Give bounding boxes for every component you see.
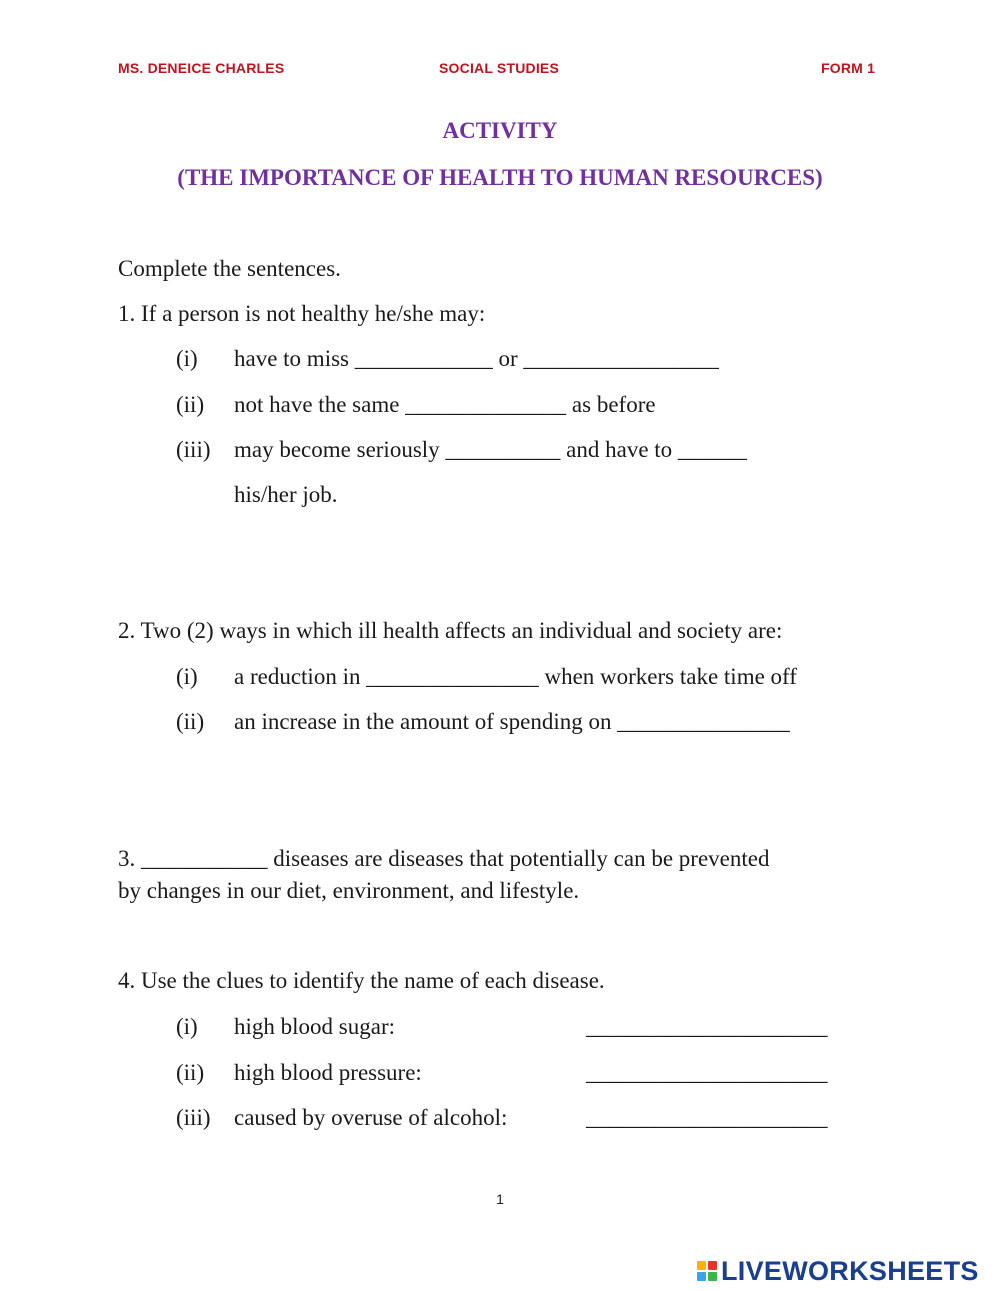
item-text: not have the same ______________ as before — [234, 392, 656, 417]
item-text: have to miss ____________ or _________________ — [234, 346, 719, 371]
logo-squares-icon — [697, 1261, 717, 1281]
logo-square — [708, 1272, 717, 1281]
liveworksheets-logo[interactable] — [697, 1256, 979, 1286]
item-number: (i) — [176, 346, 198, 371]
item-text: caused by overuse of alcohol: — [234, 1105, 508, 1130]
item-number: (i) — [176, 664, 198, 689]
answer-blank[interactable]: _____________________ — [586, 1014, 828, 1039]
header-form: FORM 1 — [821, 60, 876, 76]
question-1-stem: 1. If a person is not healthy he/she may: — [118, 301, 486, 326]
logo-square — [697, 1261, 706, 1270]
item-text: a reduction in _______________ when workers take time off — [234, 664, 797, 689]
answer-blank[interactable]: _____________________ — [586, 1060, 828, 1085]
item-text: high blood pressure: — [234, 1060, 422, 1085]
item-number: (iii) — [176, 1105, 211, 1130]
header-teacher: MS. DENEICE CHARLES — [118, 60, 285, 76]
item-number: (iii) — [176, 437, 211, 462]
item-number: (ii) — [176, 392, 205, 417]
logo-text: LIVEWORKSHEETS — [721, 1255, 979, 1286]
logo-square — [708, 1261, 717, 1270]
page-subtitle: (THE IMPORTANCE OF HEALTH TO HUMAN RESOURCES) — [177, 165, 823, 190]
item-text: an increase in the amount of spending on _______________ — [234, 709, 790, 734]
header-subject: SOCIAL STUDIES — [439, 60, 560, 76]
item-text: high blood sugar: — [234, 1014, 395, 1039]
page-number: 1 — [496, 1191, 504, 1207]
item-text: may become seriously __________ and have to ______ — [234, 437, 747, 462]
item-number: (ii) — [176, 709, 205, 734]
logo-square — [697, 1272, 706, 1281]
question-2-stem: 2. Two (2) ways in which ill health affects an individual and society are: — [118, 618, 783, 643]
item-number: (ii) — [176, 1060, 205, 1085]
instruction: Complete the sentences. — [118, 256, 341, 281]
question-4-stem: 4. Use the clues to identify the name of each disease. — [118, 968, 605, 993]
item-number: (i) — [176, 1014, 198, 1039]
question-3-line-1: 3. ___________ diseases are diseases that potentially can be prevented — [118, 846, 770, 871]
answer-blank[interactable]: _____________________ — [586, 1105, 828, 1130]
page-title: ACTIVITY — [442, 118, 558, 143]
item-continuation: his/her job. — [234, 482, 338, 507]
question-3-line-2: by changes in our diet, environment, and lifestyle. — [118, 878, 580, 903]
